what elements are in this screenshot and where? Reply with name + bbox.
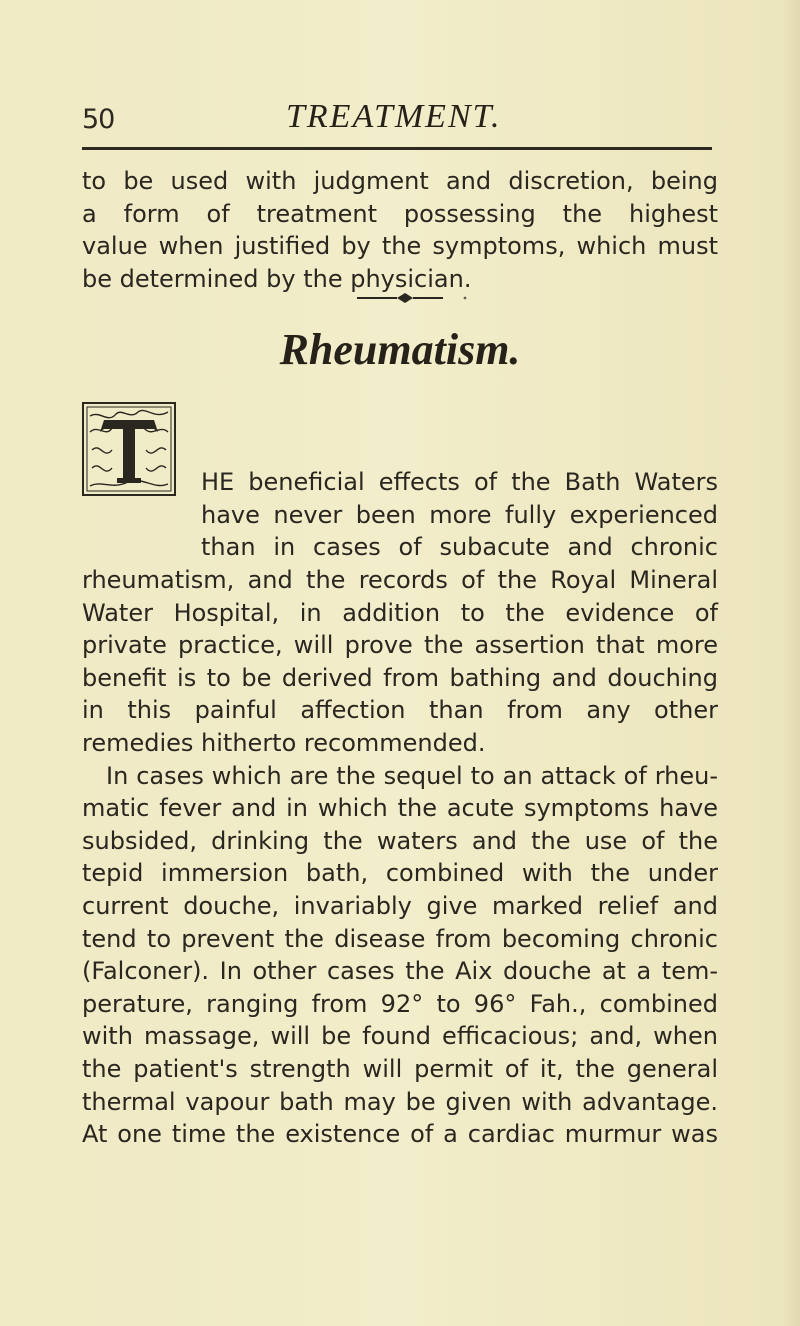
text-line: a form of treatment possessing the highest: [82, 199, 718, 228]
running-title: TREATMENT.: [286, 98, 502, 135]
section-divider-ornament: [357, 292, 469, 304]
intro-paragraph: [82, 165, 718, 295]
text-line: tepid immersion bath, combined with the under: [82, 859, 718, 888]
text-line: with massage, will be found efficacious; and, when: [82, 1022, 718, 1051]
text-line: have never been more fully experienced: [201, 500, 718, 529]
text-line: At one time the existence of a cardiac murmur was: [82, 1120, 718, 1149]
text-line: HE beneficial effects of the Bath Waters: [201, 468, 718, 496]
ornamental-drop-cap-icon: [82, 402, 176, 496]
text-line: private practice, will prove the assertion that more: [82, 631, 718, 660]
svg-text:T: T: [129, 461, 131, 463]
body-text: [82, 564, 718, 1151]
text-line: (Falconer). In other cases the Aix douche at a tem-: [82, 957, 718, 986]
text-line: subsided, drinking the waters and the use of the: [82, 826, 718, 855]
text-line: Water Hospital, in addition to the evidence of: [82, 598, 718, 627]
text-line: than in cases of subacute and chronic: [201, 533, 718, 562]
text-line: rheumatism, and the records of the Royal Mineral: [82, 566, 718, 594]
text-line: In cases which are the sequel to an attack of rheu-: [106, 761, 718, 790]
text-line: to be used with judgment and discretion, being: [82, 167, 718, 195]
header-rule: [82, 147, 712, 150]
text-line: remedies hitherto recommended.: [82, 728, 486, 757]
text-line: be determined by the physician.: [82, 264, 472, 293]
text-line: value when justified by the symptoms, which must: [82, 232, 718, 261]
text-line: matic fever and in which the acute symptoms have: [82, 794, 718, 823]
text-line: tend to prevent the disease from becoming chronic: [82, 924, 718, 953]
text-line: benefit is to be derived from bathing and douching: [82, 663, 718, 692]
text-line: in this painful affection than from any other: [82, 696, 718, 725]
running-head: [82, 98, 712, 142]
text-line: perature, ranging from 92° to 96° Fah., combined: [82, 989, 718, 1018]
text-line: thermal vapour bath may be given with advantage.: [82, 1087, 718, 1116]
text-line: current douche, invariably give marked relief and: [82, 891, 718, 920]
page-number: 50: [82, 104, 115, 135]
section-heading: Rheumatism.: [279, 325, 521, 374]
page-edge-shadow: [782, 0, 800, 1326]
first-paragraph-head: [201, 466, 718, 564]
text-line: the patient's strength will permit of it, the general: [82, 1054, 718, 1083]
